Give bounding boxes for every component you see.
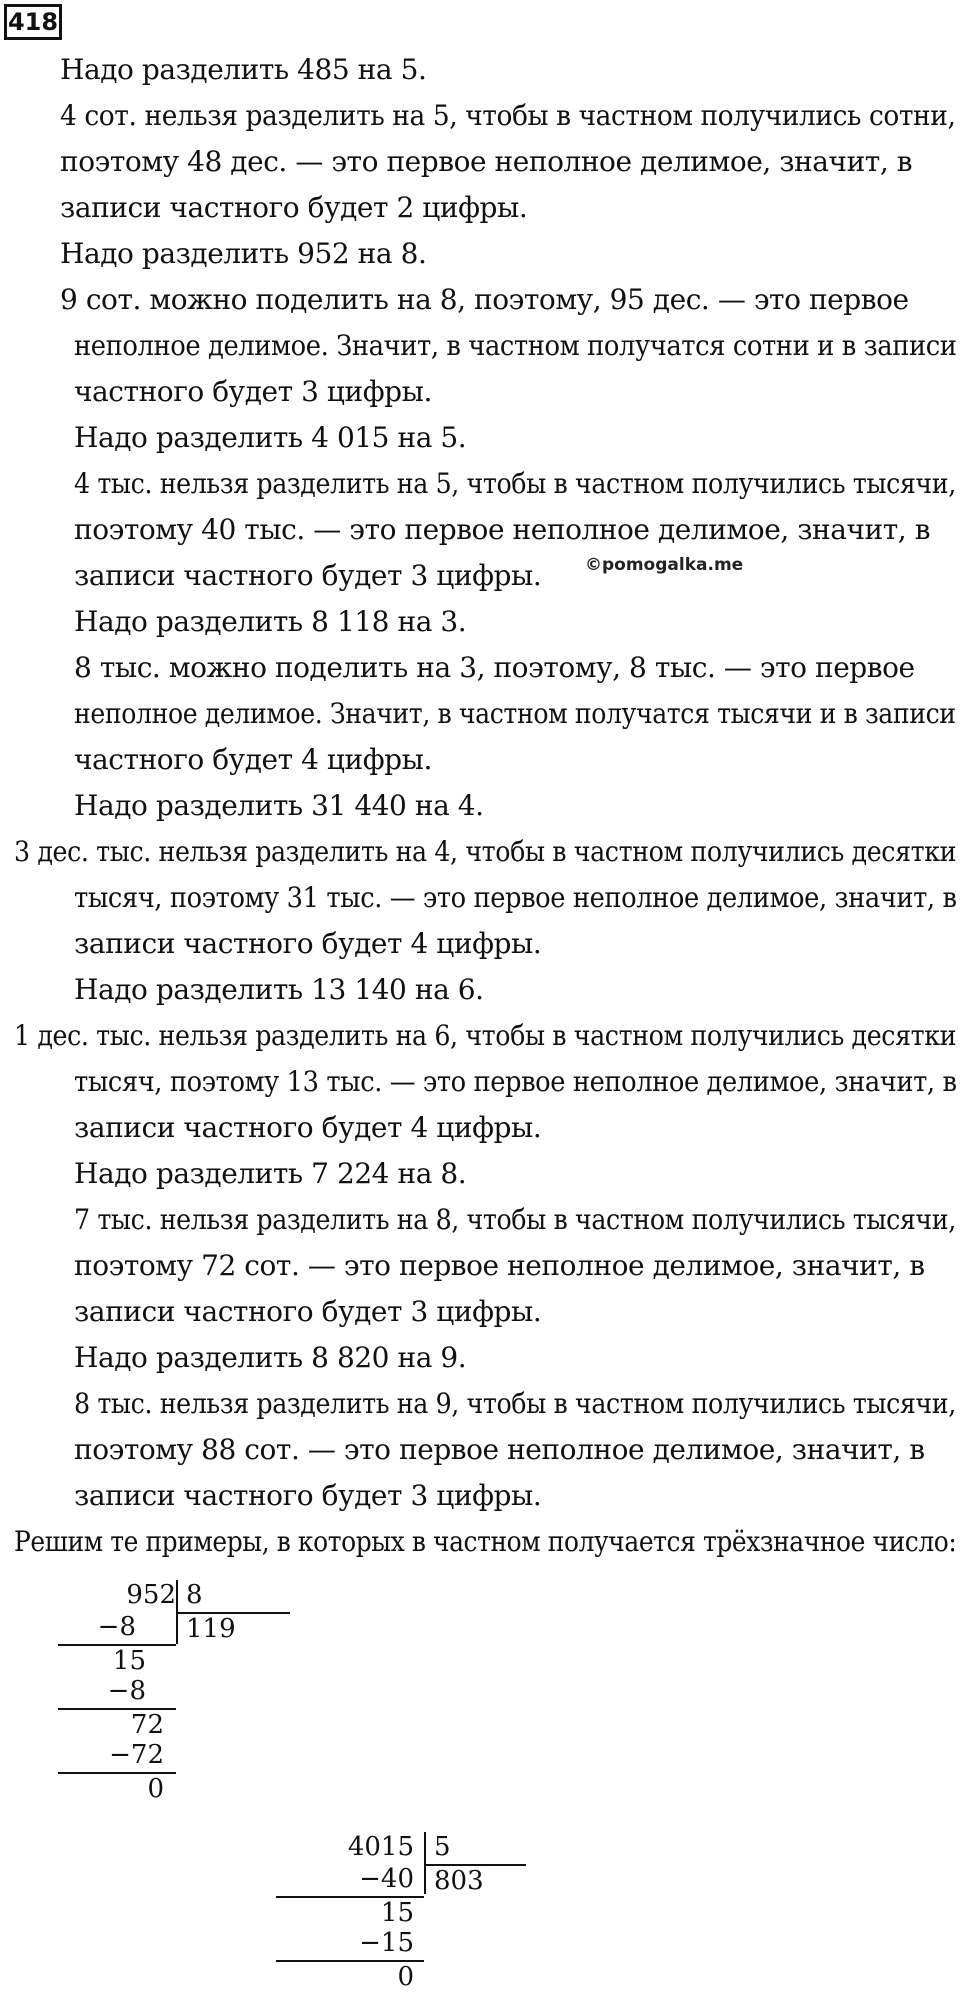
text-line: 8 тыс. можно поделить на 3, поэтому, 8 тыс. — это первое [74, 651, 915, 684]
dividend: 4015 [347, 1832, 414, 1862]
text-line: 1 дес. тыс. нельзя разделить на 6, чтобы в частном получились десятки [14, 1019, 957, 1052]
text-line: Надо разделить 485 на 5. [60, 53, 427, 86]
division-bar [424, 1832, 426, 1894]
text-line: Надо разделить 8 118 на 3. [74, 605, 467, 638]
text-line: частного будет 3 цифры. [74, 375, 432, 408]
text-line: 9 сот. можно поделить на 8, поэтому, 95 дес. — это первое [60, 283, 909, 316]
text-line: поэтому 72 сот. — это первое неполное делимое, значит, в [74, 1249, 925, 1282]
text-line: Надо разделить 952 на 8. [60, 237, 427, 270]
result-remainder: 0 [397, 1962, 414, 1992]
text-line: Надо разделить 8 820 на 9. [74, 1341, 467, 1374]
subtrahend: −15 [359, 1928, 414, 1958]
text-line: Надо разделить 13 140 на 6. [74, 973, 484, 1006]
text-line: 8 тыс. нельзя разделить на 9, чтобы в частном получились тысячи, [74, 1387, 956, 1420]
instruction-line: Решим те примеры, в которых в частном получается трёхзначное число: [14, 1525, 957, 1558]
quotient: 803 [434, 1866, 484, 1896]
text-line: записи частного будет 3 цифры. [74, 559, 542, 592]
dividend: 952 [126, 1580, 176, 1610]
text-line: поэтому 48 дес. — это первое неполное делимое, значит, в [60, 145, 913, 178]
text-line: записи частного будет 4 цифры. [74, 927, 542, 960]
remainder: 72 [130, 1710, 164, 1740]
text-line: тысяч, поэтому 13 тыс. — это первое неполное делимое, значит, в [74, 1065, 957, 1098]
text-line: 4 тыс. нельзя разделить на 5, чтобы в частном получились тысячи, [74, 467, 956, 500]
divisor: 8 [186, 1580, 203, 1610]
text-line: неполное делимое. Значит, в частном получатся сотни и в записи [74, 329, 957, 362]
text-line: записи частного будет 2 цифры. [60, 191, 528, 224]
text-line: записи частного будет 3 цифры. [74, 1295, 542, 1328]
text-line: тысяч, поэтому 31 тыс. — это первое неполное делимое, значит, в [74, 881, 957, 914]
text-line: 7 тыс. нельзя разделить на 8, чтобы в частном получились тысячи, [74, 1203, 956, 1236]
text-line: Надо разделить 4 015 на 5. [74, 421, 467, 454]
text-line: Надо разделить 7 224 на 8. [74, 1157, 467, 1190]
text-line: неполное делимое. Значит, в частном получатся тысячи и в записи [74, 697, 956, 730]
subtrahend: −40 [359, 1864, 414, 1894]
text-line: 3 дес. тыс. нельзя разделить на 4, чтобы в частном получились десятки [14, 835, 957, 868]
result-remainder: 0 [147, 1774, 164, 1804]
text-line: поэтому 40 тыс. — это первое неполное делимое, значит, в [74, 513, 931, 546]
watermark: ©pomogalka.me [585, 555, 744, 575]
text-line: поэтому 88 сот. — это первое неполное делимое, значит, в [74, 1433, 925, 1466]
text-line: 4 сот. нельзя разделить на 5, чтобы в частном получились сотни, [60, 99, 956, 132]
subtrahend: −72 [109, 1740, 164, 1770]
subtrahend: −8 [107, 1676, 146, 1706]
text-line: частного будет 4 цифры. [74, 743, 432, 776]
remainder: 15 [380, 1898, 414, 1928]
text-line: Надо разделить 31 440 на 4. [74, 789, 484, 822]
text-line: записи частного будет 4 цифры. [74, 1111, 542, 1144]
quotient: 119 [186, 1614, 236, 1644]
divisor: 5 [434, 1832, 451, 1862]
subtrahend: −8 [97, 1612, 136, 1642]
task-number: 418 [4, 4, 62, 40]
text-line: записи частного будет 3 цифры. [74, 1479, 542, 1512]
remainder: 15 [112, 1646, 146, 1676]
